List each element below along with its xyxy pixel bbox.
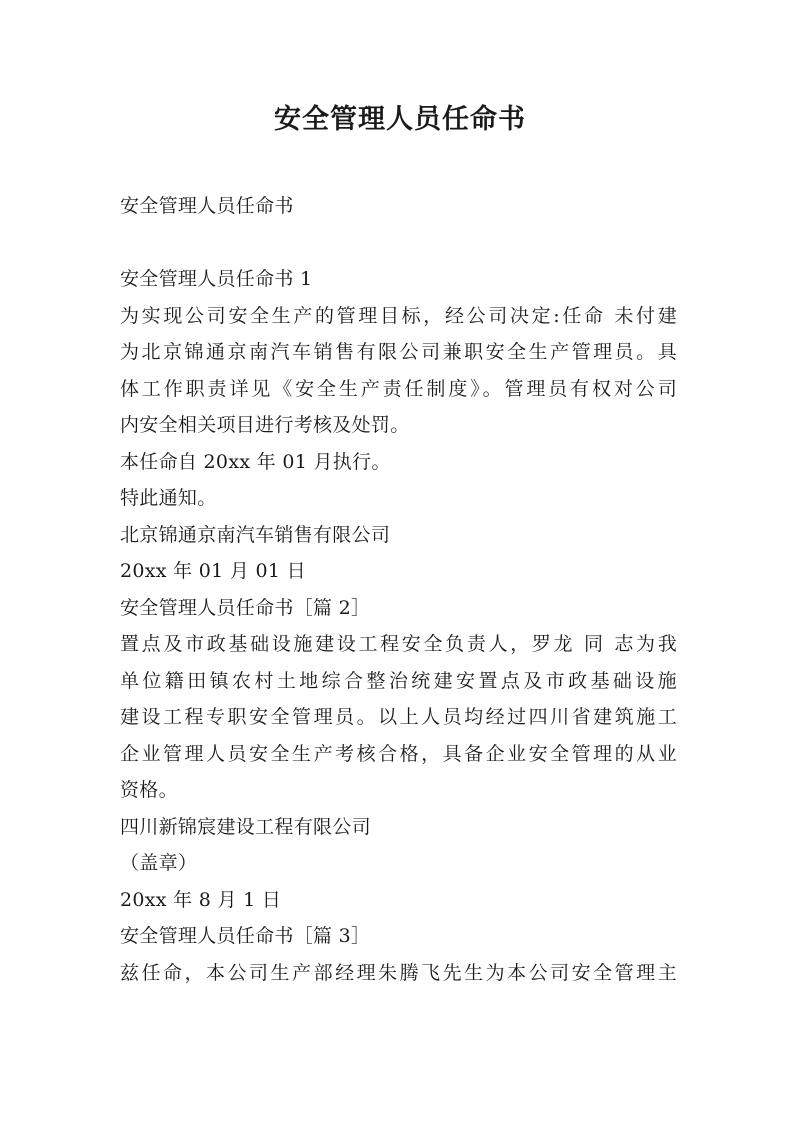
section-2-company: 四川新锦宸建设工程有限公司 <box>120 815 371 838</box>
section-1-heading: 安全管理人员任命书 1 <box>120 268 313 290</box>
section-2-paragraph-line: 企业管理人员安全生产考核合格，具备企业安全管理的从业 <box>120 742 677 765</box>
section-3-paragraph-line: 兹任命，本公司生产部经理朱腾飞先生为本公司安全管理主 <box>120 961 677 984</box>
document-body <box>120 188 682 991</box>
document-subtitle: 安全管理人员任命书 <box>120 195 294 217</box>
section-2-paragraph-line: 单位籍田镇农村土地综合整治统建安置点及市政基础设施 <box>120 669 677 692</box>
section-1-company: 北京锦通京南汽车销售有限公司 <box>120 523 391 546</box>
section-1-notice: 特此通知。 <box>120 487 217 509</box>
section-2-paragraph-line: 资格。 <box>120 779 178 801</box>
section-1-paragraph-line: 为实现公司安全生产的管理目标，经公司决定:任命 未付建 <box>120 304 677 327</box>
section-2-paragraph-line: 建设工程专职安全管理员。以上人员均经过四川省建筑施工 <box>120 706 677 728</box>
section-2-seal: （盖章） <box>120 852 198 874</box>
section-3-heading: 安全管理人员任命书［篇 3］ <box>120 925 371 947</box>
section-1-paragraph-line: 体工作职责详见《安全生产责任制度》。管理员有权对公司 <box>120 377 677 400</box>
blank-line <box>120 225 682 262</box>
section-1-paragraph-line: 为北京锦通京南汽车销售有限公司兼职安全生产管理员。具 <box>120 341 677 363</box>
page-title: 安全管理人员任命书 <box>274 104 526 135</box>
section-2-date: 20xx 年 8 月 1 日 <box>120 888 282 911</box>
section-1-effective-date: 本任命自 20xx 年 01 月执行。 <box>120 450 391 473</box>
section-2-paragraph-line: 置点及市政基础设施建设工程安全负责人，罗龙 同 志为我 <box>120 633 677 655</box>
section-1-date: 20xx 年 01 月 01 日 <box>120 560 306 582</box>
section-1-paragraph-line: 内安全相关项目进行考核及处罚。 <box>120 414 410 436</box>
section-2-heading: 安全管理人员任命书［篇 2］ <box>120 596 371 619</box>
